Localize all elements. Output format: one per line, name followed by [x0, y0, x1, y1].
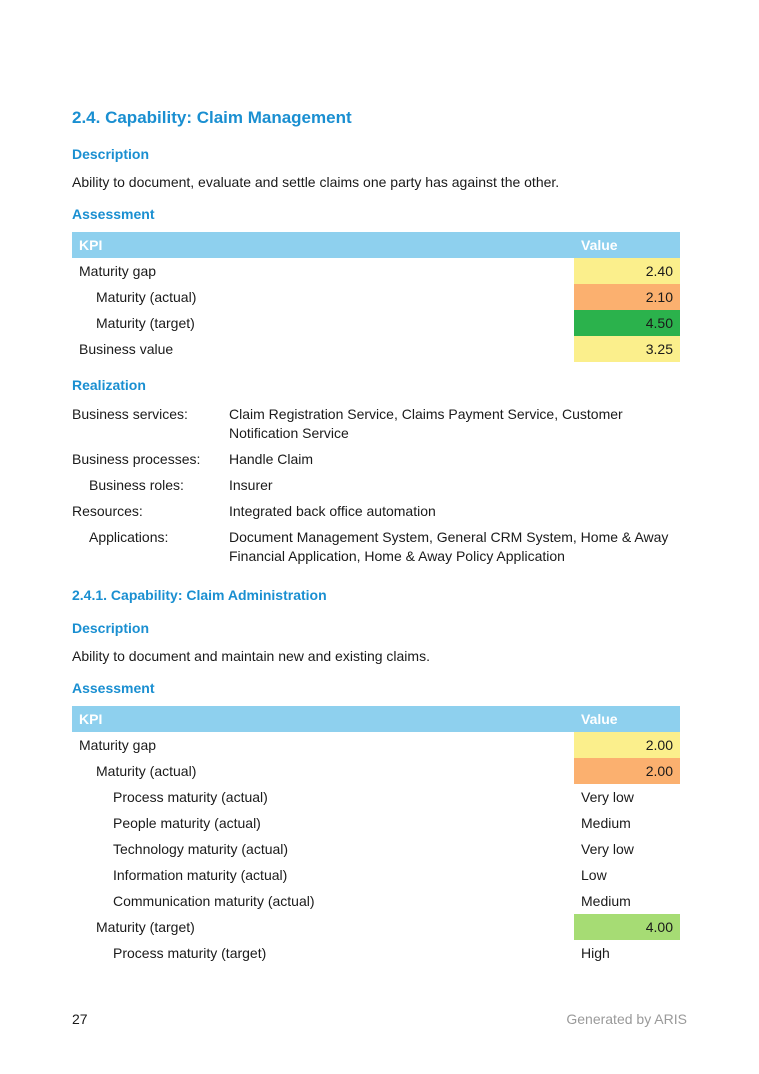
kpi-label: Process maturity (actual)	[113, 789, 268, 805]
kpi-column-header: KPI	[72, 706, 574, 732]
realization-key: Applications:	[89, 529, 169, 545]
realization-key: Resources:	[72, 503, 143, 519]
kpi-value: 2.10	[574, 284, 680, 310]
table-row	[72, 758, 680, 784]
kpi-label: Maturity (target)	[96, 919, 195, 935]
realization-heading: Realization	[72, 377, 146, 393]
table-row	[72, 810, 680, 836]
table-row	[72, 336, 680, 362]
table-row	[72, 914, 680, 940]
description-heading: Description	[72, 146, 150, 162]
realization-row	[72, 447, 682, 473]
realization-value: Claim Registration Service, Claims Payment Service, Customer Notification Service	[229, 406, 623, 441]
realization-row	[72, 402, 682, 447]
subsection-description-heading: Description	[72, 620, 150, 636]
section-title: 2.4. Capability: Claim Management	[72, 108, 352, 127]
value-column-header: Value	[574, 232, 680, 258]
page-number: 27	[72, 1011, 88, 1027]
realization-value: Handle Claim	[229, 451, 314, 467]
realization-row	[72, 499, 682, 525]
kpi-label: Maturity (actual)	[96, 763, 197, 779]
kpi-label: Communication maturity (actual)	[113, 893, 315, 909]
realization-row	[72, 525, 682, 570]
subsection-assessment-heading: Assessment	[72, 680, 155, 696]
subsection-title: 2.4.1. Capability: Claim Administration	[72, 587, 327, 603]
realization-key: Business services:	[72, 406, 188, 422]
table-row	[72, 732, 680, 758]
subsection-assessment-table	[72, 706, 680, 966]
generator-label: Generated by ARIS	[566, 1011, 687, 1027]
table-row	[72, 310, 680, 336]
assessment-heading: Assessment	[72, 206, 155, 222]
realization-key: Business roles:	[89, 477, 184, 493]
kpi-value: 4.50	[574, 310, 680, 336]
kpi-label: Process maturity (target)	[113, 945, 267, 961]
realization-value: Document Management System, General CRM System, Home & Away Financial Application, Home & Away Policy Application	[229, 529, 669, 564]
kpi-value: 2.00	[574, 732, 680, 758]
kpi-label: Maturity gap	[79, 737, 157, 753]
kpi-value: Very low	[581, 841, 634, 857]
kpi-label: Business value	[79, 341, 174, 357]
table-row	[72, 258, 680, 284]
table-row	[72, 862, 680, 888]
description-text: Ability to document, evaluate and settle claims one party has against the other.	[72, 174, 560, 190]
table-header-row	[72, 232, 680, 258]
table-row	[72, 284, 680, 310]
table-row	[72, 940, 680, 966]
kpi-value: 2.00	[574, 758, 680, 784]
kpi-value: Low	[581, 867, 607, 883]
table-row	[72, 888, 680, 914]
kpi-label: People maturity (actual)	[113, 815, 261, 831]
assessment-table	[72, 232, 680, 362]
realization-table	[72, 402, 682, 570]
realization-row	[72, 473, 682, 499]
table-row	[72, 836, 680, 862]
kpi-label: Technology maturity (actual)	[113, 841, 289, 857]
kpi-value: 2.40	[574, 258, 680, 284]
kpi-value: Medium	[581, 815, 631, 831]
kpi-label: Maturity gap	[79, 263, 157, 279]
realization-value: Integrated back office automation	[229, 503, 436, 519]
value-column-header: Value	[574, 706, 680, 732]
table-header-row	[72, 706, 680, 732]
kpi-value: 4.00	[574, 914, 680, 940]
kpi-value: High	[581, 945, 610, 961]
realization-value: Insurer	[229, 477, 273, 493]
kpi-column-header: KPI	[72, 232, 574, 258]
kpi-label: Maturity (actual)	[96, 289, 197, 305]
kpi-value: 3.25	[574, 336, 680, 362]
kpi-label: Information maturity (actual)	[113, 867, 288, 883]
kpi-label: Maturity (target)	[96, 315, 195, 331]
realization-key: Business processes:	[72, 451, 201, 467]
kpi-value: Medium	[581, 893, 631, 909]
kpi-value: Very low	[581, 789, 634, 805]
subsection-description-text: Ability to document and maintain new and existing claims.	[72, 648, 430, 664]
table-row	[72, 784, 680, 810]
